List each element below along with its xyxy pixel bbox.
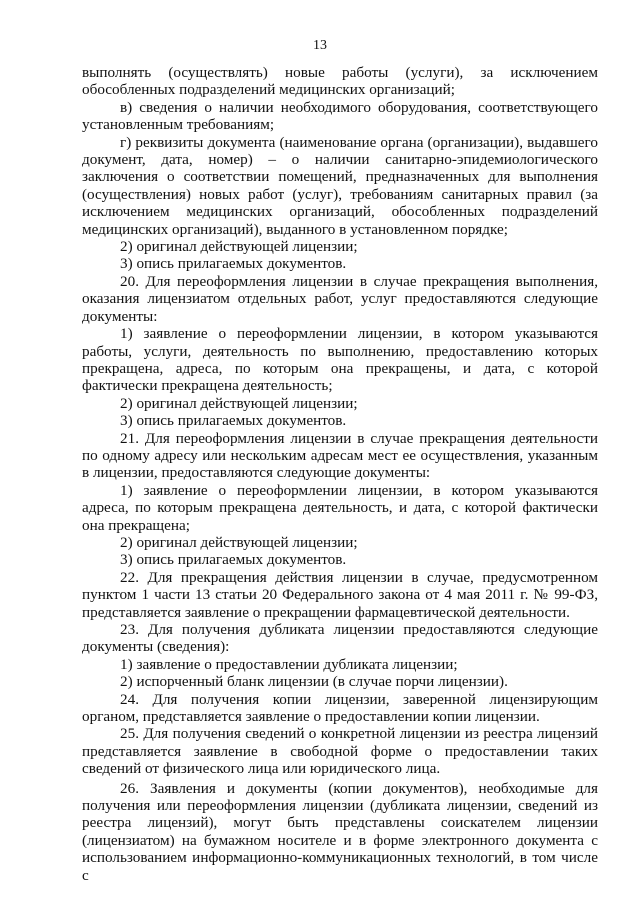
paragraph-23-item-1: 1) заявление о предоставлении дубликата лицензии; <box>120 655 458 673</box>
paragraph-23: 23. Для получения дубликата лицензии предоставляются следующие документы (сведения): <box>82 621 598 656</box>
document-body <box>82 64 598 884</box>
paragraph-21: 21. Для переоформления лицензии в случае прекращения деятельности по одному адресу или нескольким адресам мест ее осуществления, указанным в лицензии, предоставляются следующие документы: <box>82 429 598 482</box>
paragraph-item-v: в) сведения о наличии необходимого оборудования, соответствующего установленным требованиям; <box>82 98 598 134</box>
paragraph-23-item-2: 2) испорченный бланк лицензии (в случае порчи лицензии). <box>120 673 508 691</box>
paragraph-20-item-1: 1) заявление о переоформлении лицензии, в котором указываются работы, услуги, деятельность по выполнению, предоставлению которых прекращена, адреса, по которым она прекращены, и дата, с которой фактически прекращена деятельность; <box>82 325 598 395</box>
page-number: 13 <box>313 38 327 53</box>
paragraph-22: 22. Для прекращения действия лицензии в случае, предусмотренном пунктом 1 части 13 статьи 20 Федерального закона от 4 мая 2011 г. № 99-ФЗ, представляется заявление о прекращении фармацевтической деятельности. <box>82 568 598 621</box>
paragraph-19-item-3: 3) опись прилагаемых документов. <box>120 255 347 273</box>
paragraph-26: 26. Заявления и документы (копии документов), необходимые для получения или переоформления лицензии (дубликата лицензии, сведений из реестра лицензий), могут быть представлены соискателем лицензии (лицензиатом) на бумажном носителе и в форме электронного документа с использованием информационно-коммуникационных технологий, в том числе с <box>82 779 598 884</box>
paragraph-24: 24. Для получения копии лицензии, заверенной лицензирующим органом, представляется заявление о предоставлении копии лицензии. <box>82 690 598 726</box>
paragraph-25: 25. Для получения сведений о конкретной лицензии из реестра лицензий представляется заявление в свободной форме о предоставлении таких сведений от физического лица или юридического лица. <box>82 725 598 778</box>
paragraph-20: 20. Для переоформления лицензии в случае прекращения выполнения, оказания лицензиатом отдельных работ, услуг предоставляются следующие документы: <box>82 272 598 325</box>
paragraph-21-item-1: 1) заявление о переоформлении лицензии, в котором указываются адреса, по которым прекращена деятельность, и дата, с которой фактически она прекращена; <box>82 481 598 534</box>
paragraph-20-item-2: 2) оригинал действующей лицензии; <box>120 394 358 412</box>
paragraph-21-item-3: 3) опись прилагаемых документов. <box>120 551 347 569</box>
paragraph-continuation: выполнять (осуществлять) новые работы (услуги), за исключением обособленных подразделений медицинских организаций; <box>82 64 598 99</box>
paragraph-20-item-3: 3) опись прилагаемых документов. <box>120 412 347 430</box>
paragraph-21-item-2: 2) оригинал действующей лицензии; <box>120 533 358 551</box>
paragraph-19-item-2: 2) оригинал действующей лицензии; <box>120 238 358 256</box>
paragraph-item-g: г) реквизиты документа (наименование органа (организации), выдавшего документ, дата, номер) – о наличии санитарно-эпидемиологического заключения о соответствии помещений, предназначенных для выполнения (осуществления) новых работ (услуг), требованиям санитарных правил (за исключением медицинских организаций, обособленных подразделений медицинских организаций), выданного в установленном порядке; <box>82 133 598 238</box>
